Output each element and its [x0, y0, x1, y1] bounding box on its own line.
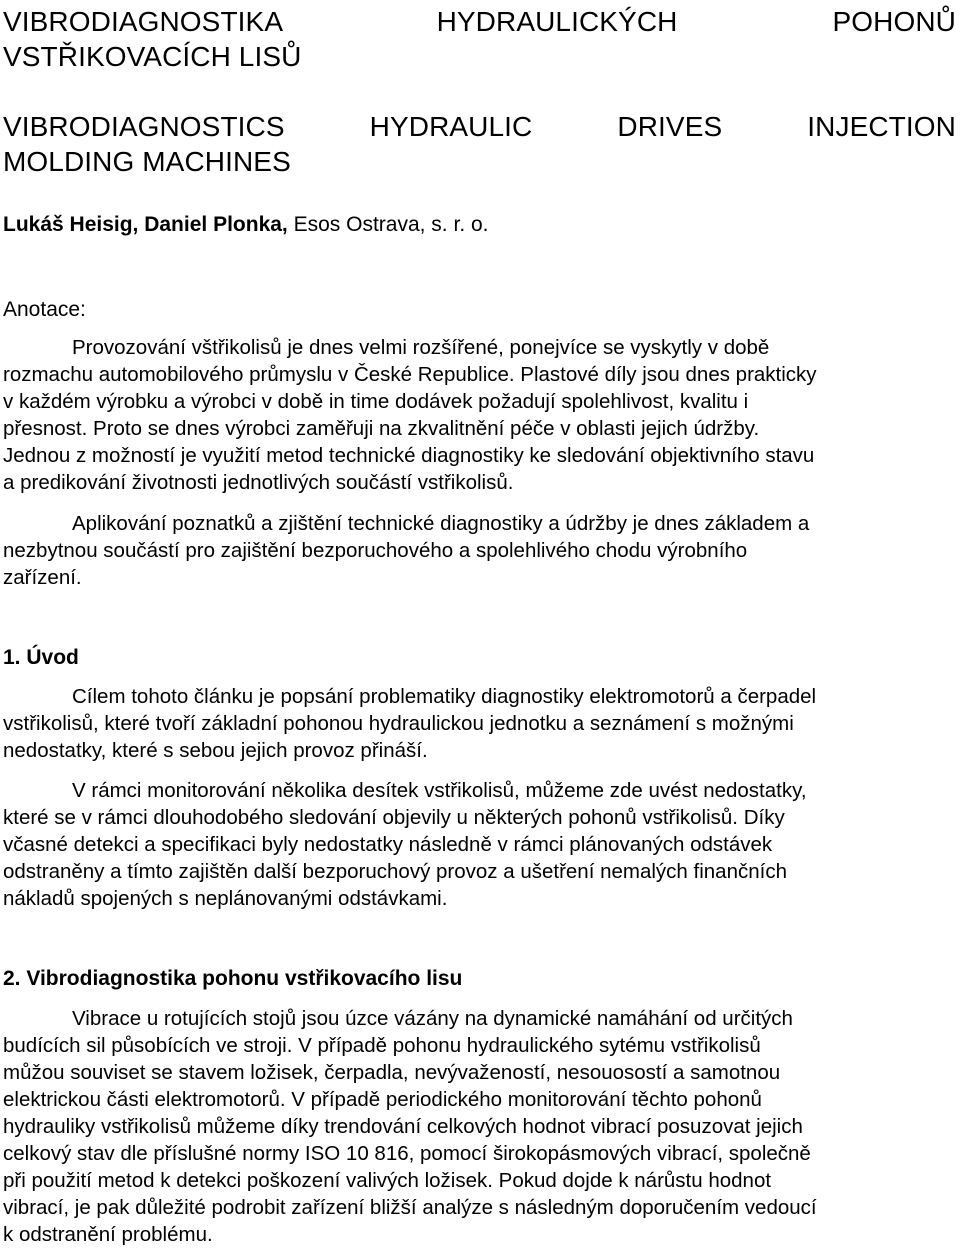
text-line: Jednou z možností je využití metod technické diagnostiky ke sledování objektivního stavu — [3, 444, 815, 467]
text-line: vibrací, je pak důležité podrobit zařízení bližší analýze s následným doporučením vedoucí — [3, 1196, 817, 1219]
text-line: rozmachu automobilového průmyslu v České Republice. Plastové díly jsou dnes prakticky — [3, 363, 817, 386]
title-czech-line2: VSTŘIKOVACÍCH LISŮ — [3, 41, 302, 72]
title-word: HYDRAULICKÝCH — [436, 6, 678, 37]
title-word: HYDRAULIC — [369, 111, 533, 142]
text-line: nákladů spojených s neplánovanými odstávkami. — [3, 887, 448, 910]
text-line: k odstranění problému. — [3, 1223, 213, 1246]
text-line: v každém výrobku a výrobci v době in time dodávek požadují spolehlivost, kvalitu i — [3, 390, 749, 413]
text-line: Vibrace u rotujících stojů jsou úzce vázány na dynamické namáhání od určitých — [72, 1007, 793, 1030]
section-2-heading: 2. Vibrodiagnostika pohonu vstřikovacího lisu — [3, 967, 463, 990]
title-word: POHONŮ — [832, 6, 956, 37]
text-line: celkový stav dle příslušné normy ISO 10 816, pomocí širokopásmových vibrací, společně — [3, 1142, 811, 1165]
section-1-heading: 1. Úvod — [3, 646, 79, 669]
text-line: vstřikolisů, které tvoří základní pohonou hydraulickou jednotku a seznámení s možnými — [3, 712, 794, 735]
text-line: nezbytnou součástí pro zajištění bezporuchového a spolehlivého chodu výrobního — [3, 539, 748, 562]
title-english — [3, 109, 956, 179]
text-line: přesnost. Proto se dnes výrobci zaměřuji na zkvalitnění péče v oblasti jejich údržby. — [3, 417, 760, 440]
title-word: VIBRODIAGNOSTICS — [3, 111, 285, 142]
title-english-line1 — [3, 109, 956, 144]
author-affiliation: Esos Ostrava, s. r. o. — [287, 213, 489, 236]
text-line: elektrickou části elektromotorů. V případě periodického monitorování těchto pohonů — [3, 1088, 762, 1111]
abstract-paragraph-2 — [3, 510, 956, 591]
text-line: Cílem tohoto článku je popsání problematiky diagnostiky elektromotorů a čerpadel — [72, 685, 817, 708]
text-line: a predikování životnosti jednotlivých součástí vstřikolisů. — [3, 471, 514, 494]
text-line: odstraněny a tímto zajištěn další bezporuchový provoz a ušetření nemalých finančních — [3, 860, 787, 883]
author-names: Lukáš Heisig, Daniel Plonka, — [3, 213, 288, 236]
text-line: Aplikování poznatků a zjištění technické diagnostiky a údržby je dnes základem a — [72, 512, 810, 535]
text-line: zařízení. — [3, 566, 82, 589]
title-word: INJECTION — [807, 111, 956, 142]
text-line: při použití metod k detekci poškození valivých ložisek. Pokud dojde k nárůstu hodnot — [3, 1169, 772, 1192]
title-word: VIBRODIAGNOSTIKA — [3, 6, 282, 37]
section-2-paragraph-1 — [3, 1005, 956, 1248]
text-line: hydrauliky vstřikolisů můžeme díky trendování celkových hodnot vibrací posuzovat jejich — [3, 1115, 803, 1138]
text-line: které se v rámci dlouhodobého sledování objevily u některých pohonů vstřikolisů. Díky — [3, 806, 785, 829]
authors-line — [3, 211, 489, 239]
text-line: můžou souviset se stavem ložisek, čerpadla, nevývažeností, nesouosostí a samotnou — [3, 1061, 781, 1084]
section-1-paragraph-1 — [3, 683, 956, 764]
section-1-paragraph-2 — [3, 777, 956, 912]
title-english-line2: MOLDING MACHINES — [3, 146, 291, 177]
text-line: Provozování vštřikolisů je dnes velmi rozšířené, ponejvíce se vyskytly v době — [72, 336, 770, 359]
title-czech-line1 — [3, 4, 956, 39]
text-line: nedostatky, které s sebou jejich provoz přináší. — [3, 739, 428, 762]
abstract-paragraph-1 — [3, 334, 956, 496]
abstract-heading: Anotace: — [3, 298, 86, 321]
text-line: budících sil působících ve stroji. V případě pohonu hydraulického sytému vstřikolisů — [3, 1034, 761, 1057]
title-czech — [3, 4, 956, 74]
text-line: V rámci monitorování několika desítek vstřikolisů, můžeme zde uvést nedostatky, — [72, 779, 807, 802]
title-word: DRIVES — [617, 111, 723, 142]
text-line: včasné detekci a specifikaci byly nedostatky následně v rámci plánovaných odstávek — [3, 833, 773, 856]
